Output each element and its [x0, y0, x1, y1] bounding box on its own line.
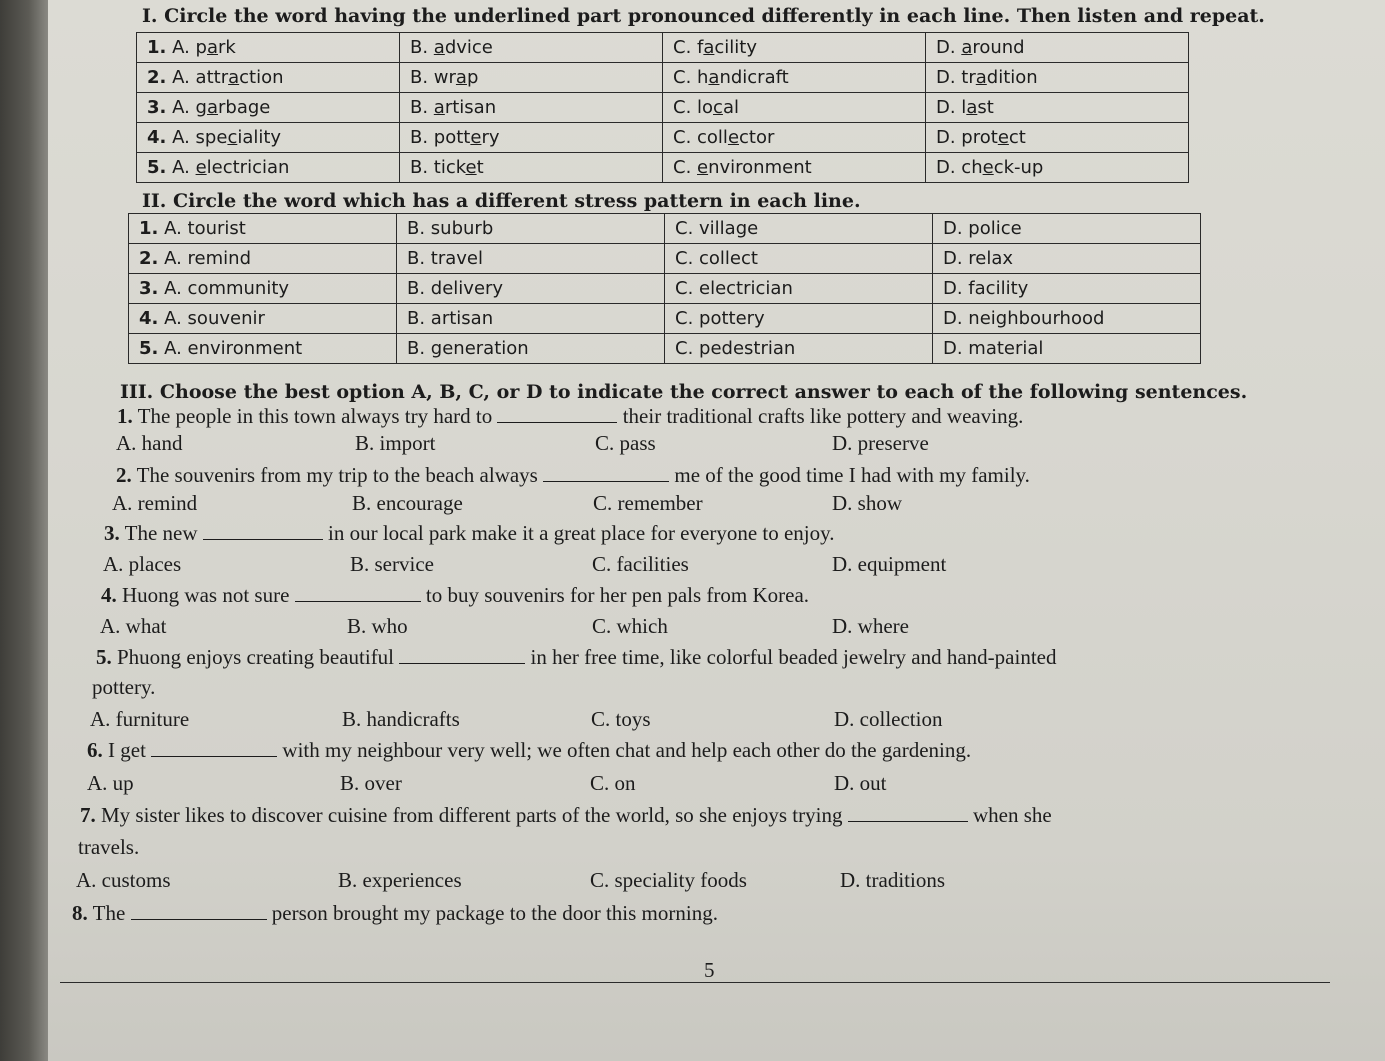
word-part: A. g — [172, 97, 207, 118]
row-number: 5. — [139, 338, 159, 359]
answer-option-b[interactable]: B. who — [347, 614, 408, 638]
stress-option-b[interactable] — [397, 214, 665, 244]
answer-option-a[interactable]: A. what — [100, 614, 167, 638]
question-text-after: me of the good time I had with my family. — [674, 463, 1030, 487]
word-part: iality — [237, 127, 282, 148]
pronunciation-option-d[interactable] — [926, 63, 1189, 93]
word-part: rk — [218, 37, 236, 58]
word-part: nvironment — [708, 157, 812, 178]
answer-option-b[interactable]: B. experiences — [338, 868, 462, 892]
option-text: C. pottery — [675, 308, 765, 329]
pronunciation-row — [137, 33, 1189, 63]
pronunciation-option-a[interactable] — [137, 93, 400, 123]
stress-option-b[interactable] — [397, 334, 665, 364]
stress-option-c[interactable] — [665, 334, 933, 364]
answer-option-b[interactable]: B. handicrafts — [342, 707, 460, 731]
word-part: B. wr — [410, 67, 456, 88]
question-3 — [104, 521, 835, 546]
stress-option-d[interactable] — [933, 274, 1201, 304]
underlined-letters: a — [455, 67, 467, 88]
question-number: 3. — [104, 521, 120, 545]
stress-option-b[interactable] — [397, 244, 665, 274]
row-number: 2. — [147, 67, 167, 88]
word-part: B. tick — [410, 157, 466, 178]
answer-option-d[interactable]: D. collection — [834, 707, 943, 731]
pronunciation-option-a[interactable] — [137, 153, 400, 183]
question-text-after: in our local park make it a great place for everyone to enjoy. — [328, 521, 835, 545]
answer-option-c[interactable]: C. on — [590, 771, 636, 795]
stress-option-c[interactable] — [665, 274, 933, 304]
question-text-after: in her free time, like colorful beaded jewelry and hand-painted — [530, 645, 1057, 669]
stress-option-b[interactable] — [397, 274, 665, 304]
pronunciation-option-b[interactable] — [400, 123, 663, 153]
answer-option-b[interactable]: B. encourage — [352, 491, 463, 515]
underlined-letters: a — [961, 37, 973, 58]
option-text: C. electrician — [675, 278, 793, 299]
underlined-letters: a — [708, 67, 720, 88]
word-part: dvice — [444, 37, 493, 58]
question-1 — [117, 404, 1023, 429]
word-part: C. lo — [673, 97, 714, 118]
question-text-after: their traditional crafts like pottery and weaving. — [622, 404, 1024, 428]
question-number: 1. — [117, 404, 133, 428]
pronunciation-row — [137, 63, 1189, 93]
pronunciation-option-c[interactable] — [663, 93, 926, 123]
word-part: D. — [936, 37, 962, 58]
underlined-letters: e — [727, 127, 740, 148]
answer-option-c[interactable]: C. toys — [591, 707, 651, 731]
answer-option-b[interactable]: B. import — [355, 431, 436, 455]
underlined-letters: a — [433, 97, 445, 118]
answer-option-a[interactable]: A. remind — [112, 491, 198, 515]
question-text-after: when she — [972, 803, 1052, 827]
answer-option-a[interactable]: A. up — [87, 771, 134, 795]
option-text: A. community — [164, 278, 290, 299]
word-part: ck-up — [993, 157, 1044, 178]
answer-option-a[interactable]: A. customs — [76, 868, 171, 892]
word-part: D. l — [936, 97, 967, 118]
question-4 — [101, 583, 809, 608]
underlined-letters: e — [470, 127, 482, 148]
word-part: B. — [410, 97, 434, 118]
word-part: C. f — [673, 37, 704, 58]
stress-option-c[interactable] — [665, 304, 933, 334]
stress-option-a[interactable] — [129, 244, 397, 274]
question-8 — [72, 901, 718, 926]
answer-option-a[interactable]: A. places — [103, 552, 182, 576]
option-text: B. suburb — [407, 218, 494, 239]
pronunciation-option-a[interactable] — [137, 33, 400, 63]
answer-option-c[interactable]: C. which — [592, 614, 668, 638]
pronunciation-option-c[interactable] — [663, 153, 926, 183]
word-part: A. attr — [172, 67, 229, 88]
pronunciation-row — [137, 153, 1189, 183]
answer-option-c[interactable]: C. pass — [595, 431, 656, 455]
answer-option-c[interactable]: C. facilities — [592, 552, 689, 576]
stress-option-d[interactable] — [933, 244, 1201, 274]
underlined-letters: e — [997, 127, 1009, 148]
question-text-after: person brought my package to the door this morning. — [271, 901, 718, 925]
stress-option-d[interactable] — [933, 334, 1201, 364]
stress-option-d[interactable] — [933, 304, 1201, 334]
stress-option-b[interactable] — [397, 304, 665, 334]
pronunciation-option-b[interactable] — [400, 153, 663, 183]
question-text-before: The souvenirs from my trip to the beach always — [136, 463, 538, 487]
page-number: 5 — [704, 958, 715, 982]
option-text: B. delivery — [407, 278, 504, 299]
word-part: A. p — [172, 37, 207, 58]
pronunciation-option-c[interactable] — [663, 33, 926, 63]
word-part: p — [466, 67, 479, 88]
word-part: round — [972, 37, 1025, 58]
section2-title: II. Circle the word which has a different stress pattern in each line. — [142, 190, 861, 212]
word-part: ndicraft — [719, 67, 789, 88]
underlined-letters: a — [975, 67, 987, 88]
answer-option-d[interactable]: D. equipment — [832, 552, 947, 576]
word-part: A. spe — [172, 127, 228, 148]
word-part: lectrician — [206, 157, 290, 178]
word-part: rtisan — [444, 97, 497, 118]
option-text: A. souvenir — [164, 308, 265, 329]
stress-option-c[interactable] — [665, 244, 933, 274]
pronunciation-table — [136, 32, 1189, 183]
question-number: 5. — [96, 645, 112, 669]
word-part: D. prot — [936, 127, 998, 148]
word-part: A. — [172, 157, 196, 178]
question-text-before: Phuong enjoys creating beautiful — [117, 645, 395, 669]
word-part: ct — [1008, 127, 1026, 148]
question-continuation: pottery. — [92, 675, 156, 699]
answer-option-d[interactable]: D. traditions — [840, 868, 945, 892]
option-text: B. travel — [407, 248, 484, 269]
question-continuation: travels. — [78, 835, 140, 859]
underlined-letters: a — [966, 97, 978, 118]
section1-title: I. Circle the word having the underlined part pronounced differently in each line. Then listen and repeat. — [142, 5, 1265, 27]
question-text-before: The — [92, 901, 126, 925]
question-text-before: I get — [108, 738, 146, 762]
pronunciation-option-a[interactable] — [137, 63, 400, 93]
stress-row — [129, 304, 1201, 334]
stress-option-a[interactable] — [129, 304, 397, 334]
answer-option-d[interactable]: D. out — [834, 771, 887, 795]
stress-table — [128, 213, 1201, 364]
underlined-letters: e — [982, 157, 994, 178]
option-text: B. generation — [407, 338, 529, 359]
word-part: st — [977, 97, 994, 118]
word-part: D. ch — [936, 157, 983, 178]
answer-blank[interactable] — [399, 646, 525, 664]
option-text: B. artisan — [407, 308, 494, 329]
word-part: dition — [986, 67, 1038, 88]
row-number: 2. — [139, 248, 159, 269]
stress-option-a[interactable] — [129, 274, 397, 304]
option-text: C. village — [675, 218, 759, 239]
answer-option-c[interactable]: C. remember — [593, 491, 703, 515]
option-text: A. remind — [164, 248, 251, 269]
answer-blank[interactable] — [497, 405, 617, 423]
pronunciation-option-c[interactable] — [663, 123, 926, 153]
option-text: C. pedestrian — [675, 338, 796, 359]
question-text-after: with my neighbour very well; we often chat and help each other do the gardening. — [282, 738, 972, 762]
question-2 — [116, 463, 1030, 488]
row-number: 5. — [147, 157, 167, 178]
pronunciation-option-b[interactable] — [400, 33, 663, 63]
answer-option-c[interactable]: C. speciality foods — [590, 868, 747, 892]
pronunciation-option-b[interactable] — [400, 63, 663, 93]
answer-option-d[interactable]: D. show — [832, 491, 903, 515]
underlined-letters: e — [465, 157, 477, 178]
question-number: 4. — [101, 583, 117, 607]
word-part: cility — [714, 37, 757, 58]
question-text-after: to buy souvenirs for her pen pals from Korea. — [425, 583, 810, 607]
option-text: C. collect — [675, 248, 758, 269]
word-part: D. tr — [936, 67, 976, 88]
pronunciation-option-c[interactable] — [663, 63, 926, 93]
answer-blank[interactable] — [151, 739, 277, 757]
option-text: D. facility — [943, 278, 1029, 299]
stress-option-a[interactable] — [129, 334, 397, 364]
underlined-letters: a — [228, 67, 240, 88]
pronunciation-row — [137, 93, 1189, 123]
answer-blank[interactable] — [295, 584, 421, 602]
question-6 — [87, 738, 971, 763]
word-part: t — [476, 157, 484, 178]
underlined-letters: a — [703, 37, 715, 58]
section3-title: III. Choose the best option A, B, C, or D to indicate the correct answer to each of the following sentences. — [120, 381, 1248, 403]
question-number: 7. — [80, 803, 96, 827]
option-text: A. environment — [164, 338, 303, 359]
question-text-before: Huong was not sure — [122, 583, 290, 607]
question-text-before: My sister likes to discover cuisine from different parts of the world, so she enjoys trying — [101, 803, 843, 827]
question-text-before: The new — [124, 521, 198, 545]
underlined-letters: a — [206, 97, 219, 118]
row-number: 3. — [139, 278, 159, 299]
underlined-letters: e — [697, 157, 709, 178]
stress-option-a[interactable] — [129, 214, 397, 244]
underlined-letters: c — [227, 127, 238, 148]
word-part: ctor — [739, 127, 775, 148]
stress-row — [129, 244, 1201, 274]
option-text: D. police — [943, 218, 1022, 239]
word-part: C. — [673, 157, 698, 178]
answer-blank[interactable] — [543, 464, 669, 482]
option-text: D. material — [943, 338, 1044, 359]
answer-option-d[interactable]: D. where — [832, 614, 909, 638]
answer-option-a[interactable]: A. hand — [116, 431, 183, 455]
underlined-letters: e — [195, 157, 207, 178]
question-5 — [96, 645, 1056, 670]
word-part: al — [722, 97, 739, 118]
option-text: A. tourist — [164, 218, 246, 239]
underlined-letters: c — [713, 97, 723, 118]
footer-rule — [60, 982, 1330, 983]
word-part: rbage — [218, 97, 271, 118]
word-part: C. coll — [673, 127, 728, 148]
pronunciation-option-d[interactable] — [926, 93, 1189, 123]
question-number: 2. — [116, 463, 132, 487]
question-7 — [80, 803, 1052, 828]
answer-option-b[interactable]: B. over — [340, 771, 402, 795]
pronunciation-option-b[interactable] — [400, 93, 663, 123]
row-number: 1. — [147, 37, 167, 58]
word-part: C. h — [673, 67, 709, 88]
stress-option-c[interactable] — [665, 214, 933, 244]
row-number: 4. — [139, 308, 159, 329]
pronunciation-row — [137, 123, 1189, 153]
stress-row — [129, 334, 1201, 364]
underlined-letters: a — [206, 37, 219, 58]
word-part: ction — [239, 67, 284, 88]
row-number: 1. — [139, 218, 159, 239]
answer-blank[interactable] — [848, 804, 968, 822]
question-number: 8. — [72, 901, 88, 925]
stress-row — [129, 274, 1201, 304]
stress-option-d[interactable] — [933, 214, 1201, 244]
option-text: D. neighbourhood — [943, 308, 1105, 329]
answer-blank[interactable] — [131, 902, 267, 920]
answer-option-a[interactable]: A. furniture — [90, 707, 190, 731]
word-part: ry — [481, 127, 500, 148]
underlined-letters: a — [433, 37, 445, 58]
row-number: 4. — [147, 127, 167, 148]
option-text: D. relax — [943, 248, 1014, 269]
page-edge-shadow — [0, 0, 48, 1061]
answer-option-d[interactable]: D. preserve — [832, 431, 929, 455]
word-part: B. pott — [410, 127, 471, 148]
question-text-before: The people in this town always try hard to — [137, 404, 493, 428]
pronunciation-option-d[interactable] — [926, 153, 1189, 183]
word-part: B. — [410, 37, 434, 58]
pronunciation-option-d[interactable] — [926, 123, 1189, 153]
pronunciation-option-a[interactable] — [137, 123, 400, 153]
question-number: 6. — [87, 738, 103, 762]
pronunciation-option-d[interactable] — [926, 33, 1189, 63]
answer-blank[interactable] — [203, 522, 323, 540]
stress-row — [129, 214, 1201, 244]
row-number: 3. — [147, 97, 167, 118]
answer-option-b[interactable]: B. service — [350, 552, 434, 576]
